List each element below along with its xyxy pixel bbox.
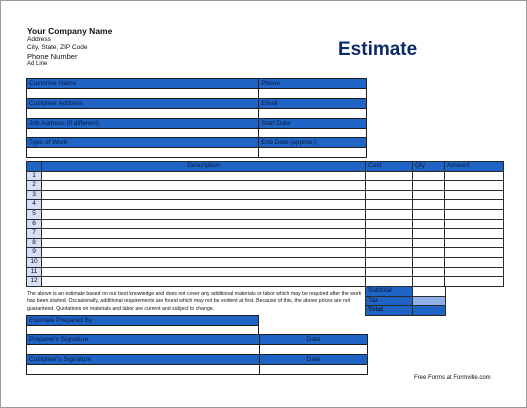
subtotal-value[interactable]	[413, 287, 446, 297]
description-cell[interactable]	[42, 209, 366, 219]
description-header: Description	[42, 162, 366, 172]
customer-address-label: Customer Address	[27, 98, 259, 108]
table-row	[27, 181, 504, 191]
disclaimer-text: The above is an estimate based on our best knowledge and does not cover any additional materials or labor which may be required after the work has been started. Occasionally, additional requirements are found which may not be evident at first. Because of this, the above prices are not guaranteed. Quotations on materials and labor are current and subject to change.	[27, 291, 362, 312]
table-row	[27, 238, 504, 248]
cost-cell[interactable]	[366, 267, 413, 277]
amount-cell[interactable]	[445, 219, 504, 229]
row-number: 10	[27, 257, 42, 267]
amount-cell[interactable]	[445, 209, 504, 219]
amount-cell[interactable]	[445, 238, 504, 248]
end-date-label: End Date (approx.)	[259, 138, 367, 148]
start-date-field[interactable]	[259, 128, 367, 138]
amount-cell[interactable]	[445, 267, 504, 277]
phone-label: Phone	[259, 79, 367, 89]
table-row	[27, 219, 504, 229]
preparer-signature-table	[26, 334, 368, 355]
row-number: 5	[27, 209, 42, 219]
customer-signature-label: Customer's Signature	[27, 355, 260, 365]
amount-cell[interactable]	[445, 257, 504, 267]
table-row	[27, 267, 504, 277]
customer-name-label: Customer Name	[27, 79, 259, 89]
description-cell[interactable]	[42, 200, 366, 210]
amount-cell[interactable]	[445, 229, 504, 239]
preparer-date-label: Date	[260, 335, 368, 345]
preparer-signature-label: Preparer's Signature	[27, 335, 260, 345]
description-cell[interactable]	[42, 277, 366, 287]
customer-date-field[interactable]	[260, 365, 368, 375]
footer-credit: Free Forms at Formville.com	[414, 375, 491, 381]
cost-cell[interactable]	[366, 200, 413, 210]
prepared-by-label: Estimate Prepared By	[27, 316, 259, 326]
cost-cell[interactable]	[366, 277, 413, 287]
row-number: 9	[27, 248, 42, 258]
qty-cell[interactable]	[413, 209, 445, 219]
company-ad-line: Ad Line	[27, 60, 48, 67]
row-number: 2	[27, 181, 42, 191]
qty-cell[interactable]	[413, 248, 445, 258]
amount-cell[interactable]	[445, 248, 504, 258]
qty-cell[interactable]	[413, 200, 445, 210]
end-date-field[interactable]	[259, 148, 367, 158]
total-value[interactable]	[413, 306, 446, 316]
cost-header: Cost	[366, 162, 413, 172]
table-row	[27, 171, 504, 181]
tax-value[interactable]	[413, 296, 446, 306]
type-of-work-label: Type of Work	[27, 138, 259, 148]
start-date-label: Start Date	[259, 118, 367, 128]
description-cell[interactable]	[42, 219, 366, 229]
company-name: Your Company Name	[27, 26, 113, 36]
qty-cell[interactable]	[413, 267, 445, 277]
row-number-header	[27, 162, 42, 172]
qty-cell[interactable]	[413, 181, 445, 191]
subtotal-label: Subtotal	[366, 287, 413, 297]
cost-cell[interactable]	[366, 238, 413, 248]
phone-field[interactable]	[259, 89, 367, 99]
table-row	[27, 209, 504, 219]
amount-cell[interactable]	[445, 277, 504, 287]
table-row	[27, 229, 504, 239]
preparer-signature-field[interactable]	[27, 345, 260, 355]
qty-cell[interactable]	[413, 277, 445, 287]
company-block	[27, 26, 112, 68]
row-number: 3	[27, 190, 42, 200]
qty-cell[interactable]	[413, 190, 445, 200]
email-field[interactable]	[259, 108, 367, 118]
line-items-table	[26, 161, 504, 287]
description-cell[interactable]	[42, 238, 366, 248]
description-cell[interactable]	[42, 229, 366, 239]
row-number: 7	[27, 229, 42, 239]
table-row	[27, 200, 504, 210]
company-address: Address	[27, 36, 51, 44]
row-number: 8	[27, 238, 42, 248]
page-title: Estimate	[338, 39, 418, 60]
type-of-work-field[interactable]	[27, 148, 259, 158]
totals-table	[365, 286, 446, 316]
amount-cell[interactable]	[445, 200, 504, 210]
total-label: Total	[366, 306, 413, 316]
customer-date-label: Date	[260, 355, 368, 365]
qty-cell[interactable]	[413, 219, 445, 229]
description-cell[interactable]	[42, 171, 366, 181]
job-address-label: Job Address (if different)	[27, 118, 259, 128]
cost-cell[interactable]	[366, 229, 413, 239]
amount-header: Amount	[445, 162, 504, 172]
company-city-state-zip: City, State, ZIP Code	[27, 43, 88, 51]
cost-cell[interactable]	[366, 181, 413, 191]
description-cell[interactable]	[42, 190, 366, 200]
amount-cell[interactable]	[445, 181, 504, 191]
line-items-body	[27, 171, 504, 286]
cost-cell[interactable]	[366, 209, 413, 219]
description-cell[interactable]	[42, 257, 366, 267]
qty-cell[interactable]	[413, 229, 445, 239]
prepared-by-table	[26, 315, 259, 336]
company-phone: Phone Number	[27, 51, 78, 61]
row-number: 1	[27, 171, 42, 181]
cost-cell[interactable]	[366, 190, 413, 200]
customer-address-field[interactable]	[27, 108, 259, 118]
row-number: 6	[27, 219, 42, 229]
row-number: 11	[27, 267, 42, 277]
qty-header: Qty	[413, 162, 445, 172]
cost-cell[interactable]	[366, 171, 413, 181]
table-row	[27, 257, 504, 267]
customer-name-field[interactable]	[27, 89, 259, 99]
row-number: 4	[27, 200, 42, 210]
cost-cell[interactable]	[366, 257, 413, 267]
table-row	[27, 248, 504, 258]
qty-cell[interactable]	[413, 257, 445, 267]
table-row	[27, 277, 504, 287]
description-cell[interactable]	[42, 248, 366, 258]
customer-signature-table	[26, 354, 368, 375]
row-number: 12	[27, 277, 42, 287]
description-cell[interactable]	[42, 181, 366, 191]
customer-signature-field[interactable]	[27, 365, 260, 375]
amount-cell[interactable]	[445, 190, 504, 200]
cost-cell[interactable]	[366, 219, 413, 229]
email-label: Email	[259, 98, 367, 108]
job-address-field[interactable]	[27, 128, 259, 138]
preparer-date-field[interactable]	[260, 345, 368, 355]
qty-cell[interactable]	[413, 238, 445, 248]
qty-cell[interactable]	[413, 171, 445, 181]
customer-info-table	[26, 78, 367, 158]
tax-label: Tax	[366, 296, 413, 306]
table-row	[27, 190, 504, 200]
amount-cell[interactable]	[445, 171, 504, 181]
cost-cell[interactable]	[366, 248, 413, 258]
description-cell[interactable]	[42, 267, 366, 277]
